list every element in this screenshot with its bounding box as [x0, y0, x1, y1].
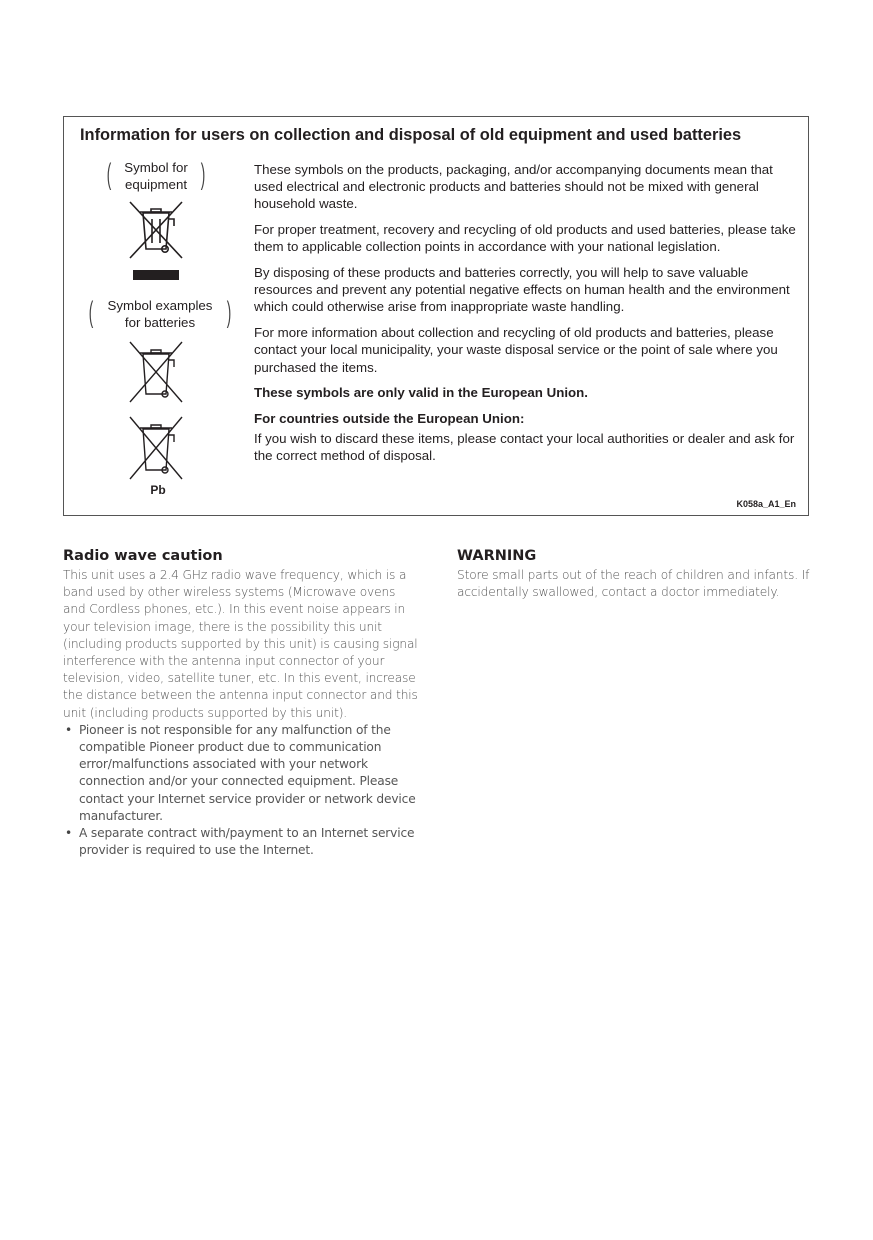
document-code: K058a_A1_En — [736, 499, 796, 509]
warning-section — [457, 546, 812, 601]
equipment-black-bar — [133, 270, 179, 280]
radio-wave-section — [63, 546, 418, 859]
warning-body: Store small parts out of the reach of children and infants. If accidentally swallowed, contact a doctor immediately. — [457, 568, 810, 600]
warning-heading: WARNING — [457, 548, 537, 564]
disposal-title: Information for users on collection and disposal of old equipment and used batteries — [80, 126, 742, 144]
list-item: • A separate contract with/payment to an Internet service provider is required to use the Internet. — [63, 825, 418, 859]
radio-wave-bullets — [63, 722, 418, 860]
crossed-bin-battery-pb-icon — [124, 415, 188, 483]
disposal-info-box — [63, 116, 809, 516]
outside-eu-text: If you wish to discard these items, please contact your local authorities or dealer and ask for the correct method of disposal. — [254, 431, 795, 464]
equipment-symbol-caption: ( Symbol for equipment ) — [106, 158, 206, 192]
outside-eu-heading: For countries outside the European Union: — [254, 410, 525, 426]
battery-symbol-caption: ( Symbol examples for batteries ) — [88, 296, 232, 330]
disposal-paragraph: By disposing of these products and batteries correctly, you will help to save valuable resources and prevent any potential negative effects on human health and the environment which could otherwise arise from inappropriate waste handling. — [254, 265, 790, 315]
radio-wave-heading: Radio wave caution — [63, 548, 223, 564]
pb-label: Pb — [150, 483, 166, 497]
disposal-paragraph: For more information about collection and recycling of old products and batteries, please contact your local municipality, your waste disposal service or the point of sale where you purchased the items. — [254, 325, 778, 375]
radio-wave-body: This unit uses a 2.4 GHz radio wave frequency, which is a band used by other wireless systems (Microwave ovens and Cordless phones, etc.). In this event noise appears in your television image, there is the possibility this unit (including products supported by this unit) is causing signal interference with the antenna input connector of your television, video, satellite tuner, etc. In this event, increase the distance between the antenna input connector and this unit (including products supported by this unit). — [63, 568, 418, 720]
eu-only-note: These symbols are only valid in the European Union. — [254, 385, 588, 401]
disposal-text — [254, 161, 802, 473]
crossed-bin-battery-icon — [124, 340, 188, 406]
crossed-bin-equipment-icon — [123, 199, 189, 261]
disposal-paragraph: For proper treatment, recovery and recycling of old products and used batteries, please take them to applicable collection points in accordance with your national legislation. — [254, 222, 796, 255]
list-item: • Pioneer is not responsible for any malfunction of the compatible Pioneer product due to communication error/malfunctions associated with your network connection and/or your connected equipment. Please contact your Internet service provider or network device manufacturer. — [63, 722, 418, 825]
symbols-column — [64, 117, 254, 515]
disposal-paragraph: These symbols on the products, packaging, and/or accompanying documents mean that used electrical and electronic products and batteries should not be mixed with general household waste. — [254, 162, 773, 212]
